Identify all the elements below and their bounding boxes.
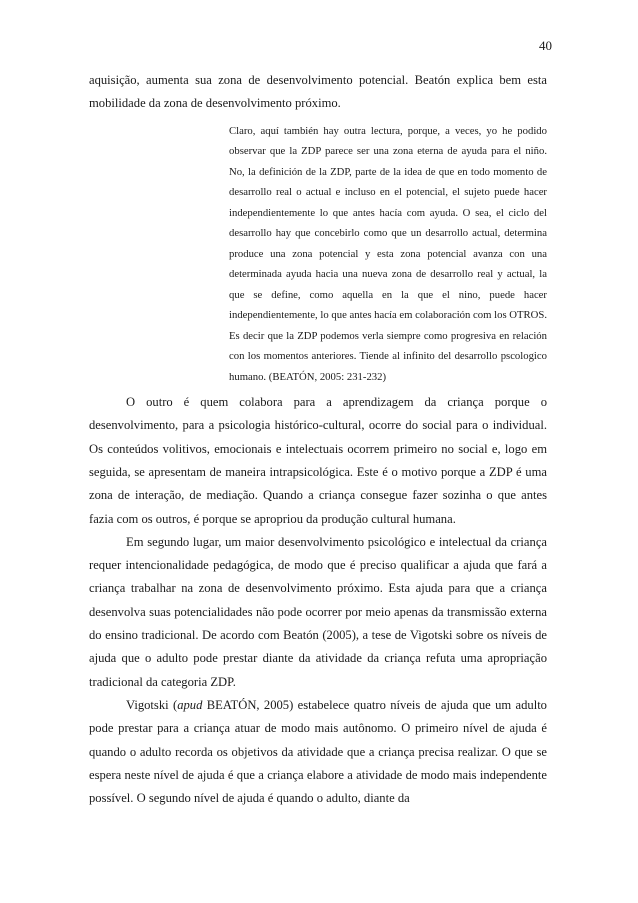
- page-number: 40: [539, 38, 552, 53]
- author-name: Vigotski: [126, 697, 169, 712]
- paragraph-intro: aquisição, aumenta sua zona de desenvolvimento potencial. Beatón explica bem esta mobilidade da zona de desenvolvimento próximo.: [89, 73, 547, 111]
- paragraph-niveis-ajuda: Vigotski (apud BEATÓN, 2005) estabelece quatro níveis de ajuda que um adulto pode prestar para a criança atuar de modo mais autônomo. O primeiro nível de ajuda é quando o adulto recorda os objetivos da atividade que a criança precisa realizar. O que se espera neste nível de ajuda é que a criança elabore a atividade de modo mais independente possível. O segundo nível de ajuda é quando o adulto, diante da: [89, 697, 547, 806]
- quote-citation: (BEATÓN, 2005: 231-232): [268, 370, 387, 383]
- page-body: [89, 69, 547, 810]
- quote-text: Claro, aquí también hay outra lectura, porque, a veces, yo he podido observar que la ZDP parece ser una zona eterna de ayuda para el niño. No, la definición de la ZDP, parte de la idea de que en todo momento de desarrollo real o actual e incluso en el potencial, el sujeto puede hacer independientemente lo que antes hacía com ayuda. O sea, el ciclo del desarrollo hay que concebirlo como que un desarrollo actual, determina produce una zona potencial y esta zona potencial avanza con una determinada ayuda hacia una nueva zona de desarrollo real y actual, la que se define, como aquella en la que el nino, puede hacer independientemente, lo que antes hacía em colaboración com los OTROS. Es decir que la ZDP podemos verla siempre como progresiva en relación con los momentos anteriores. Tiende al infinito del desarrollo pscologico humano.: [229, 124, 547, 383]
- paragraph-outro-colabora: O outro é quem colabora para a aprendizagem da criança porque o desenvolvimento, para a psicologia histórico-cultural, ocorre do social para o individual. Os conteúdos volitivos, emocionais e intelectuais ocorrem primeiro no social e, logo em seguida, se apresentam de maneira intrapsicológica. Este é o motivo porque a ZDP é uma zona de interação, de mediação. Quando a criança consegue fazer sozinha o que antes fazia com os outros, é porque se apropriou da produção cultural humana.: [89, 395, 547, 526]
- paragraph-text: estabelece quatro níveis de ajuda que um adulto pode prestar para a criança atuar de modo mais autônomo. O primeiro nível de ajuda é quando o adulto recorda os objetivos da atividade que a criança precisa realizar. O que se espera neste nível de ajuda é que a criança elabore a atividade de modo mais independente possível. O segundo nível de ajuda é quando o adulto, diante da: [89, 697, 547, 806]
- block-quote: [229, 121, 547, 388]
- paragraph-segundo-lugar: Em segundo lugar, um maior desenvolvimento psicológico e intelectual da criança requer intencionalidade pedagógica, de modo que é preciso qualificar a ajuda que fará a criança trabalhar na zona de desenvolvimento próximo. Esta ajuda para que a criança desenvolva suas potencialidades não pode ocorrer por meio apenas da transmissão externa do ensino tradicional. De acordo com Beatón (2005), a tese de Vigotski sobre os níveis de ajuda que o adulto pode prestar diante da atividade da criança refuta uma apropriação tradicional da categoria ZDP.: [89, 534, 547, 689]
- citation-ref: BEATÓN, 2005: [206, 697, 290, 712]
- apud-term: apud: [177, 697, 203, 712]
